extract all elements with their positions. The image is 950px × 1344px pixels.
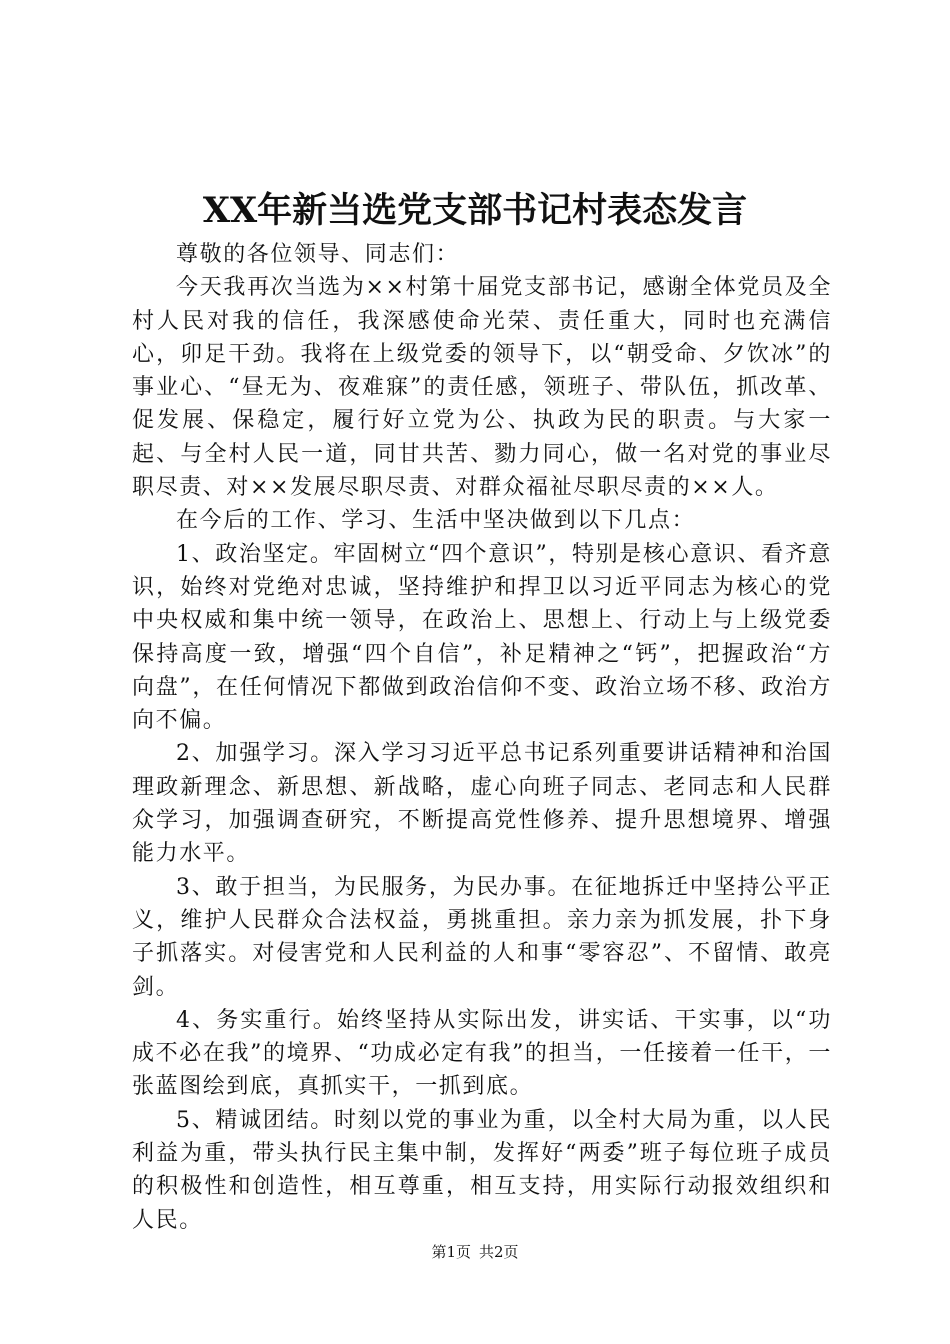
page-number: 第1页	[431, 1243, 471, 1261]
document-body	[132, 238, 832, 1237]
page-total: 共2页	[479, 1243, 519, 1261]
commitments-lead-paragraph: 在今后的工作、学习、生活中坚决做到以下几点：	[176, 508, 696, 534]
commitment-1-paragraph: 1、政治坚定。牢固树立“四个意识”，特别是核心意识、看齐意识，始终对党绝对忠诚，坚持维护和捍卫以习近平同志为核心的党中央权威和集中统一领导，在政治上、思想上、行动上与上级党委保持高度一致，增强“四个自信”，补足精神之“钙”，把握政治“方向盘”，在任何情况下都做到政治信仰不变、政治立场不移、政治方向不偏。	[132, 541, 832, 734]
commitment-3-paragraph: 3、敢于担当，为民服务，为民办事。在征地拆迁中坚持公平正义，维护人民群众合法权益，勇挑重担。亲力亲为抓发展，扑下身子抓落实。对侵害党和人民利益的人和事“零容忍”、不留情、敢亮剑。	[132, 874, 832, 1000]
intro-paragraph: 今天我再次当选为××村第十届党支部书记，感谢全体党员及全村人民对我的信任，我深感使命光荣、责任重大，同时也充满信心，卯足干劲。我将在上级党委的领导下，以“朝受命、夕饮冰”的事业心、“昼无为、夜难寐”的责任感，领班子、带队伍，抓改革、促发展、保稳定，履行好立党为公、执政为民的职责。与大家一起、与全村人民一道，同甘共苦、勠力同心，做一名对党的事业尽职尽责、对××发展尽职尽责、对群众福祉尽职尽责的××人。	[132, 275, 832, 501]
document-title: XX年新当选党支部书记村表态发言	[202, 190, 748, 231]
commitment-5-paragraph: 5、精诚团结。时刻以党的事业为重，以全村大局为重，以人民利益为重，带头执行民主集中制，发挥好“两委”班子每位班子成员的积极性和创造性，相互尊重，相互支持，用实际行动报效组织和人民。	[132, 1107, 832, 1233]
commitment-2-paragraph: 2、加强学习。深入学习习近平总书记系列重要讲话精神和治国理政新理念、新思想、新战略，虚心向班子同志、老同志和人民群众学习，加强调查研究，不断提高党性修养、提升思想境界、增强能力水平。	[132, 741, 832, 867]
commitment-4-paragraph: 4、务实重行。始终坚持从实际出发，讲实话、干实事，以“功成不必在我”的境界、“功成必定有我”的担当，一任接着一任干，一张蓝图绘到底，真抓实干，一抓到底。	[132, 1007, 832, 1100]
page-footer	[0, 1240, 950, 1264]
salutation-paragraph: 尊敬的各位领导、同志们：	[176, 242, 460, 267]
